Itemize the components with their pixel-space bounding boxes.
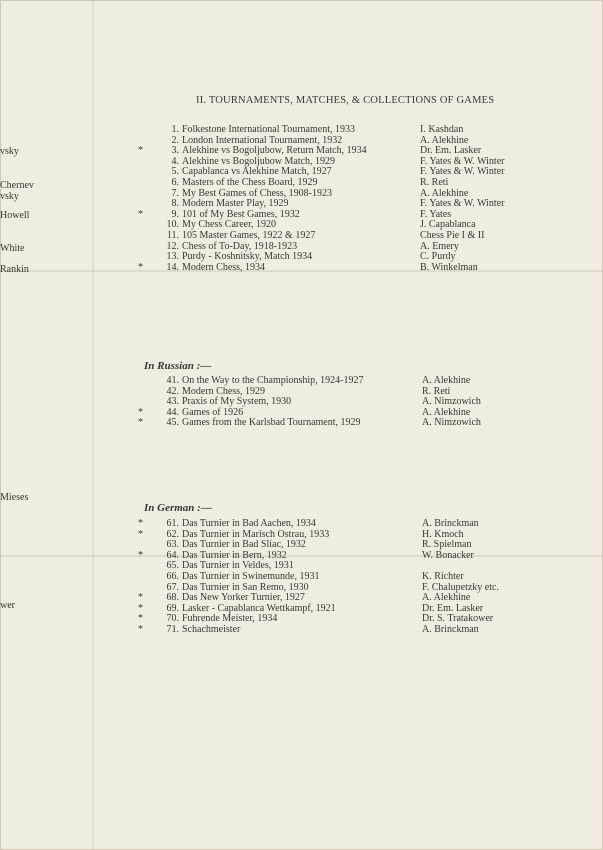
margin-note: Rankin (0, 264, 29, 275)
margin-note: Chernev (0, 180, 34, 191)
list-item: * 61. Das Turnier in Bad Aachen, 1934 A. Brinckman (138, 518, 479, 529)
margin-note: vsky (0, 191, 19, 202)
list-item: * 69. Lasker - Capablanca Wettkampf, 1921 Dr. Em. Lasker (138, 602, 484, 614)
russian-list (138, 376, 538, 429)
english-list (138, 125, 538, 273)
list-item: 10. My Chess Career, 1920 J. Capablanca (166, 219, 476, 231)
fold-crease-left (92, 0, 94, 850)
list-item: 6. Masters of the Chess Board, 1929 R. Reti (171, 176, 449, 188)
russian-section-label: In Russian :— (144, 360, 212, 372)
list-item: * 14. Modern Chess, 1934 B. Winkelman (138, 261, 478, 273)
list-item: * 9. 101 of My Best Games, 1932 F. Yates (138, 208, 452, 220)
list-item: * 44. Games of 1926 A. Alekhine (138, 406, 471, 418)
margin-note: wer (0, 600, 15, 611)
list-item: * 62. Das Turnier in Marisch Ostrau, 1933 H. Kmoch (138, 528, 464, 540)
margin-note: Howell (0, 210, 30, 221)
list-item: 8. Modern Master Play, 1929 F. Yates & W. Winter (171, 198, 505, 210)
list-item: 13. Purdy - Koshnitsky, Match 1934 C. Purdy (166, 251, 456, 263)
margin-note: White (0, 243, 25, 254)
list-item: 1. Folkestone International Tournament, 1933 I. Kashdan (171, 124, 464, 135)
list-item: * 45. Games from the Karlsbad Tournament, 1929 A. Nimzowich (138, 417, 481, 429)
list-item: 2. London International Tournament, 1932 A. Alekhine (171, 134, 469, 146)
list-item: 65. Das Turnier in Veldes, 1931 (166, 560, 294, 572)
list-item: 5. Capablanca vs Alekhine Match, 1927 F. Yates & W. Winter (171, 166, 505, 178)
list-item: 42. Modern Chess, 1929 R. Reti (166, 385, 451, 397)
list-item: 43. Praxis of My System, 1930 A. Nimzowich (166, 396, 481, 408)
list-item: * 64. Das Turnier in Bern, 1932 W. Bonacker (138, 549, 474, 561)
list-item: 63. Das Turnier in Bad Sliac, 1932 R. Spielman (166, 539, 472, 551)
list-item: 66. Das Turnier in Swinemunde, 1931 K. Richter (166, 570, 464, 582)
margin-note: vsky (0, 146, 19, 157)
german-list (138, 519, 538, 636)
list-item: 12. Chess of To-Day, 1918-1923 A. Emery (166, 240, 459, 252)
list-item: 11. 105 Master Games, 1922 & 1927 Chess Pie I & II (166, 229, 485, 241)
list-item: * 3. Alekhine vs Bogoljubow, Return Match, 1934 Dr. Em. Lasker (138, 145, 482, 157)
list-item: 41. On the Way to the Championship, 1924-1927 A. Alekhine (166, 375, 471, 386)
list-item: 67. Das Turnier in San Remo, 1930 F. Chalupetzky etc. (166, 581, 499, 593)
section-heading: II. TOURNAMENTS, MATCHES, & COLLECTIONS OF GAMES (196, 95, 495, 106)
list-item: 4. Alekhine vs Bogoljubow Match, 1929 F. Yates & W. Winter (171, 155, 505, 167)
german-section-label: In German :— (144, 502, 212, 514)
list-item: 7. My Best Games of Chess, 1908-1923 A. Alekhine (171, 187, 469, 199)
list-item: * 71. Schachmeister A. Brinckman (138, 623, 479, 635)
margin-note: Mieses (0, 492, 29, 503)
list-item: * 68. Das New Yorker Turnier, 1927 A. Alekhine (138, 592, 471, 604)
list-item: * 70. Fuhrende Meister, 1934 Dr. S. Tratakower (138, 613, 494, 625)
